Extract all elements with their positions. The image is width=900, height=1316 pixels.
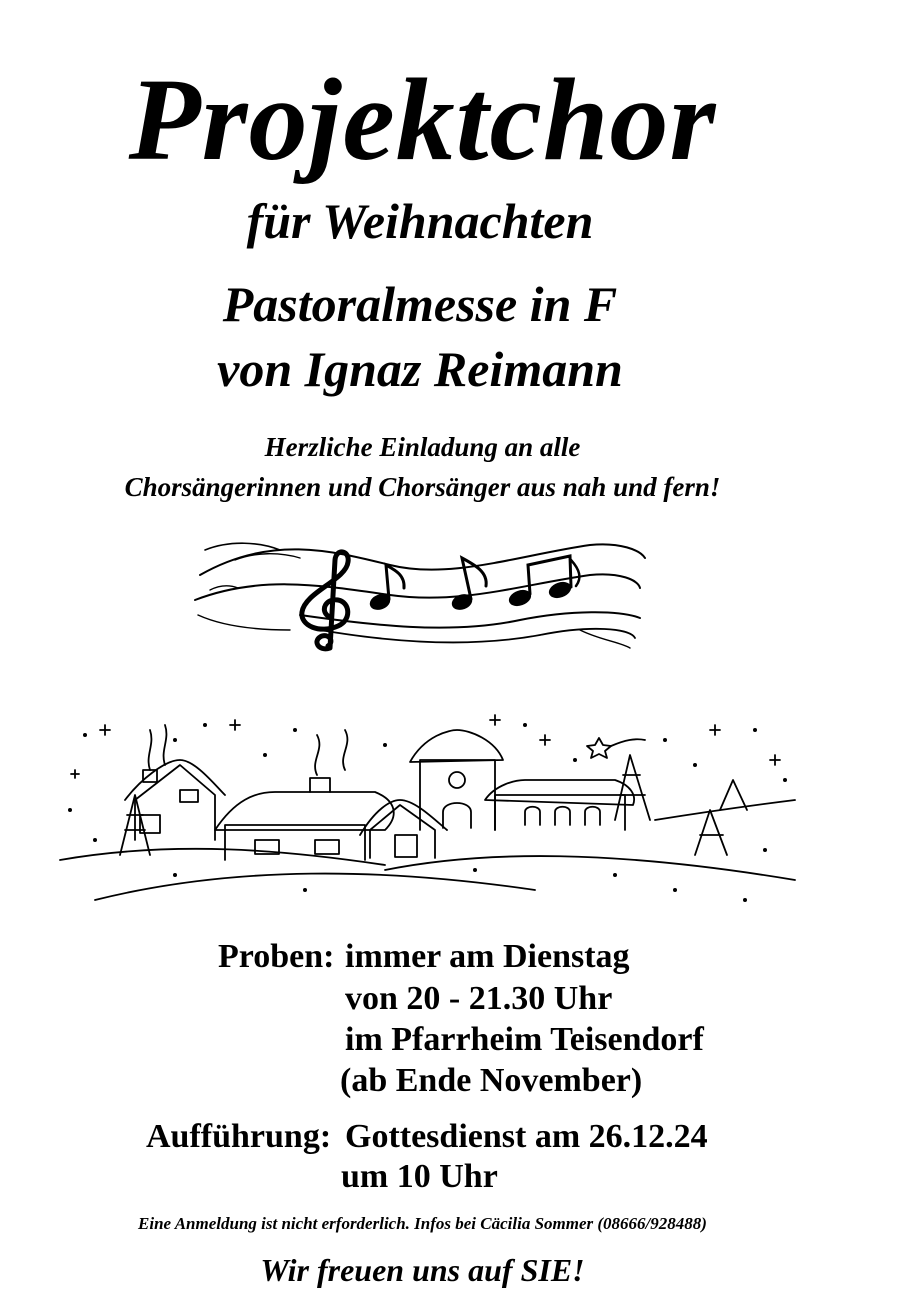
flyer-title: Projektchor <box>128 54 717 185</box>
auffuehrung-line: um 10 Uhr <box>341 1158 498 1195</box>
music-notes-icon <box>190 530 650 660</box>
proben-line: von 20 - 21.30 Uhr <box>345 980 613 1017</box>
subtitle-work: Pastoralmesse in F <box>222 276 618 332</box>
invitation-line-2: Chorsängerinnen und Chorsänger aus nah und fern! <box>124 472 721 502</box>
proben-line: im Pfarrheim Teisendorf <box>345 1021 704 1058</box>
invitation-line-1: Herzliche Einladung an alle <box>264 432 581 462</box>
proben-label: Proben: <box>218 938 335 975</box>
subtitle-composer: von Ignaz Reimann <box>217 341 623 397</box>
registration-note: Eine Anmeldung ist nicht erforderlich. Infos bei Cäcilia Sommer (08666/928488) <box>138 1214 707 1233</box>
auffuehrung-label: Aufführung: <box>146 1118 332 1155</box>
closing-line: Wir freuen uns auf SIE! <box>260 1252 585 1288</box>
proben-line: (ab Ende November) <box>340 1062 643 1099</box>
subtitle-occasion: für Weihnachten <box>246 193 594 249</box>
auffuehrung-line: Gottesdienst am 26.12.24 <box>345 1118 708 1155</box>
snowy-village-illustration <box>55 700 800 915</box>
proben-line: immer am Dienstag <box>345 938 630 975</box>
